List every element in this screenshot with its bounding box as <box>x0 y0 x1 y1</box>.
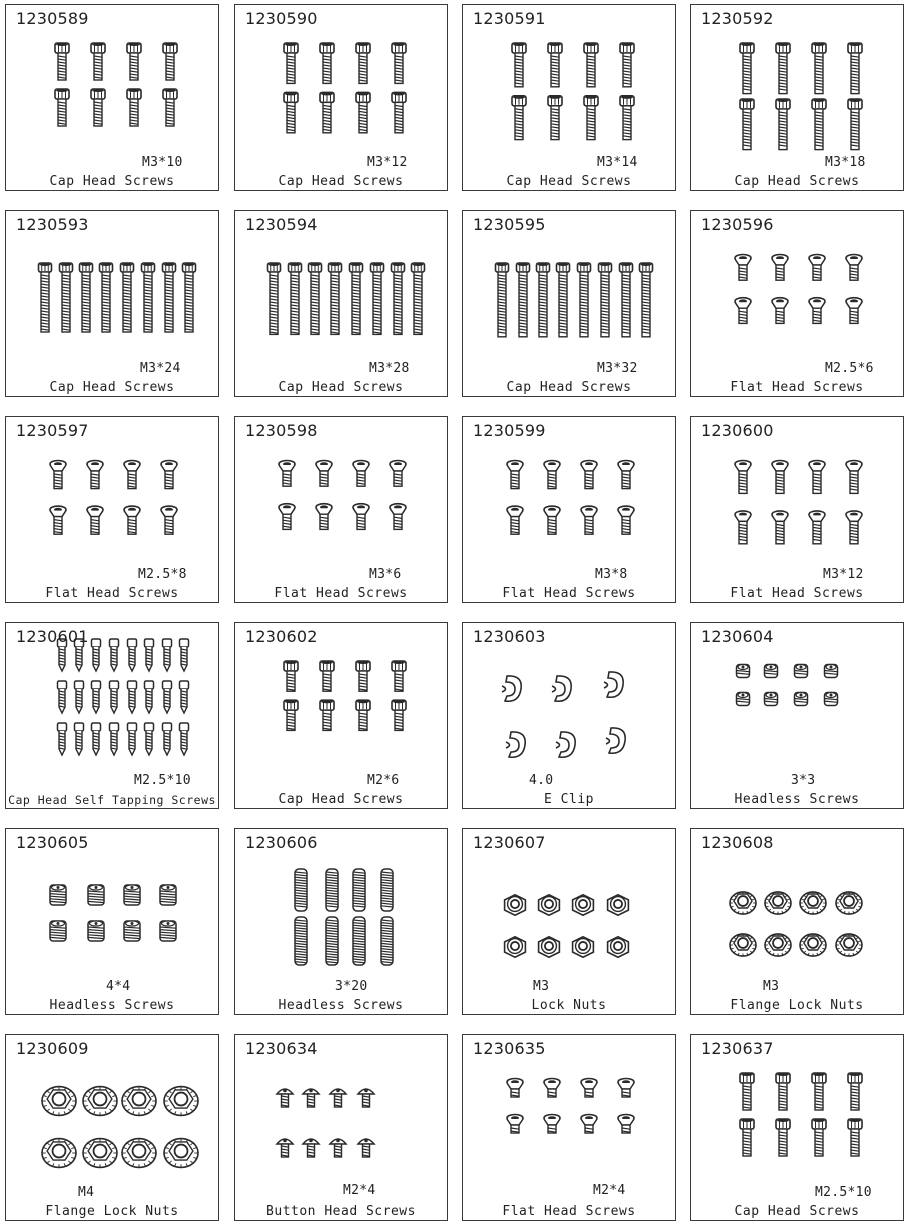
part-size: M3*12 <box>823 567 864 582</box>
part-illustration <box>691 829 904 1015</box>
part-size: M2*4 <box>343 1183 376 1198</box>
tapping-illustration <box>58 639 189 755</box>
part-name: Headless Screws <box>278 998 404 1013</box>
part-number: 1230592 <box>701 9 774 28</box>
caplong-illustration <box>496 263 653 337</box>
caplong-illustration <box>39 263 196 332</box>
headless-illustration <box>737 665 838 706</box>
part-size: M2*6 <box>367 773 400 788</box>
part-number: 1230605 <box>16 833 89 852</box>
part-card <box>462 1034 676 1221</box>
part-number: 1230602 <box>245 627 318 646</box>
part-card <box>462 828 676 1015</box>
part-card <box>462 622 676 809</box>
part-number: 1230596 <box>701 215 774 234</box>
part-card <box>234 210 448 397</box>
cap-illustration <box>284 43 406 133</box>
part-illustration <box>463 623 676 809</box>
part-name: Cap Head Screws <box>49 174 175 189</box>
flat-illustration <box>735 255 862 324</box>
part-number: 1230601 <box>16 627 89 646</box>
part-size: M3*6 <box>369 567 402 582</box>
part-size: M4 <box>78 1185 95 1200</box>
flat-illustration <box>507 461 634 535</box>
part-number: 1230600 <box>701 421 774 440</box>
part-size: 4.0 <box>529 773 554 788</box>
part-illustration <box>6 1035 219 1221</box>
part-card <box>234 4 448 191</box>
part-card <box>5 1034 219 1221</box>
flatsmall-illustration <box>507 1079 634 1134</box>
part-size: 3*20 <box>335 979 368 994</box>
part-illustration <box>463 211 676 397</box>
button-illustration <box>277 1089 374 1157</box>
locknut-illustration <box>505 895 629 957</box>
part-size: M3*10 <box>142 155 183 170</box>
part-number: 1230591 <box>473 9 546 28</box>
part-card <box>234 828 448 1015</box>
part-size: M3*24 <box>140 361 181 376</box>
part-number: 1230606 <box>245 833 318 852</box>
part-illustration <box>6 417 219 603</box>
part-size: M3*14 <box>597 155 638 170</box>
part-card <box>234 622 448 809</box>
part-card <box>5 4 219 191</box>
part-illustration <box>235 417 448 603</box>
part-card <box>462 210 676 397</box>
part-illustration <box>463 829 676 1015</box>
part-name: Cap Head Screws <box>734 174 860 189</box>
headless-illustration <box>50 885 176 941</box>
flat-illustration <box>735 461 862 544</box>
part-size: M3*12 <box>367 155 408 170</box>
part-number: 1230604 <box>701 627 774 646</box>
part-number: 1230609 <box>16 1039 89 1058</box>
part-name: Cap Head Self Tapping Screws <box>8 793 216 807</box>
part-name: Headless Screws <box>49 998 175 1013</box>
part-number: 1230589 <box>16 9 89 28</box>
part-size: M3*28 <box>369 361 410 376</box>
part-name: Flat Head Screws <box>274 586 408 601</box>
setlong-illustration <box>295 869 393 965</box>
part-number: 1230590 <box>245 9 318 28</box>
part-name: Cap Head Screws <box>278 174 404 189</box>
part-number: 1230607 <box>473 833 546 852</box>
part-card <box>690 210 904 397</box>
part-card <box>690 828 904 1015</box>
part-size: 3*3 <box>791 773 816 788</box>
part-number: 1230634 <box>245 1039 318 1058</box>
part-number: 1230597 <box>16 421 89 440</box>
cap-illustration <box>512 43 634 140</box>
part-size: M2.5*8 <box>138 567 187 582</box>
part-illustration <box>463 1035 676 1221</box>
cap-illustration <box>740 43 862 150</box>
cap-illustration <box>284 661 406 730</box>
caplong-illustration <box>268 263 425 334</box>
part-card <box>462 4 676 191</box>
part-card <box>690 4 904 191</box>
part-size: M2.5*10 <box>815 1185 872 1200</box>
part-number: 1230594 <box>245 215 318 234</box>
part-number: 1230603 <box>473 627 546 646</box>
part-size: M3*18 <box>825 155 866 170</box>
part-number: 1230598 <box>245 421 318 440</box>
part-card <box>690 416 904 603</box>
part-illustration <box>235 1035 448 1221</box>
part-name: Flat Head Screws <box>45 586 179 601</box>
part-name: Flat Head Screws <box>730 586 864 601</box>
flangenut-illustration <box>730 892 862 956</box>
part-size: 4*4 <box>106 979 131 994</box>
part-name: Flat Head Screws <box>730 380 864 395</box>
part-number: 1230635 <box>473 1039 546 1058</box>
part-card <box>690 622 904 809</box>
part-name: Cap Head Screws <box>278 792 404 807</box>
part-number: 1230593 <box>16 215 89 234</box>
part-number: 1230637 <box>701 1039 774 1058</box>
part-name: Cap Head Screws <box>506 174 632 189</box>
cap-illustration <box>740 1073 862 1156</box>
part-name: Flat Head Screws <box>502 586 636 601</box>
part-illustration <box>235 211 448 397</box>
part-name: Headless Screws <box>734 792 860 807</box>
part-name: Button Head Screws <box>266 1204 416 1219</box>
part-name: Cap Head Screws <box>506 380 632 395</box>
part-size: M3 <box>763 979 780 994</box>
part-illustration <box>691 417 904 603</box>
part-card <box>462 416 676 603</box>
part-illustration <box>6 211 219 397</box>
flat-illustration <box>279 461 406 530</box>
part-name: E Clip <box>544 792 594 807</box>
part-card <box>234 1034 448 1221</box>
part-card <box>5 622 219 809</box>
part-number: 1230595 <box>473 215 546 234</box>
part-name: Cap Head Screws <box>734 1204 860 1219</box>
part-size: M3 <box>533 979 550 994</box>
part-illustration <box>463 5 676 191</box>
part-size: M3*32 <box>597 361 638 376</box>
part-name: Flat Head Screws <box>502 1204 636 1219</box>
part-illustration <box>463 417 676 603</box>
part-name: Flange Lock Nuts <box>730 998 864 1013</box>
part-card <box>690 1034 904 1221</box>
part-illustration <box>691 5 904 191</box>
part-card <box>234 416 448 603</box>
part-name: Lock Nuts <box>531 998 607 1013</box>
part-size: M2.5*10 <box>134 773 191 788</box>
part-card <box>5 416 219 603</box>
eclip-illustration <box>502 672 625 757</box>
part-card <box>5 210 219 397</box>
part-size: M3*8 <box>595 567 628 582</box>
part-number: 1230608 <box>701 833 774 852</box>
part-illustration <box>6 5 219 191</box>
cap-illustration <box>55 43 177 126</box>
part-name: Flange Lock Nuts <box>45 1204 179 1219</box>
flangenut4-illustration <box>42 1087 198 1168</box>
part-illustration <box>691 1035 904 1221</box>
flat-illustration <box>50 461 177 535</box>
part-card <box>5 828 219 1015</box>
part-illustration <box>235 623 448 809</box>
part-size: M2.5*6 <box>825 361 874 376</box>
part-illustration <box>235 5 448 191</box>
part-size: M2*4 <box>593 1183 626 1198</box>
part-name: Cap Head Screws <box>49 380 175 395</box>
part-number: 1230599 <box>473 421 546 440</box>
part-name: Cap Head Screws <box>278 380 404 395</box>
